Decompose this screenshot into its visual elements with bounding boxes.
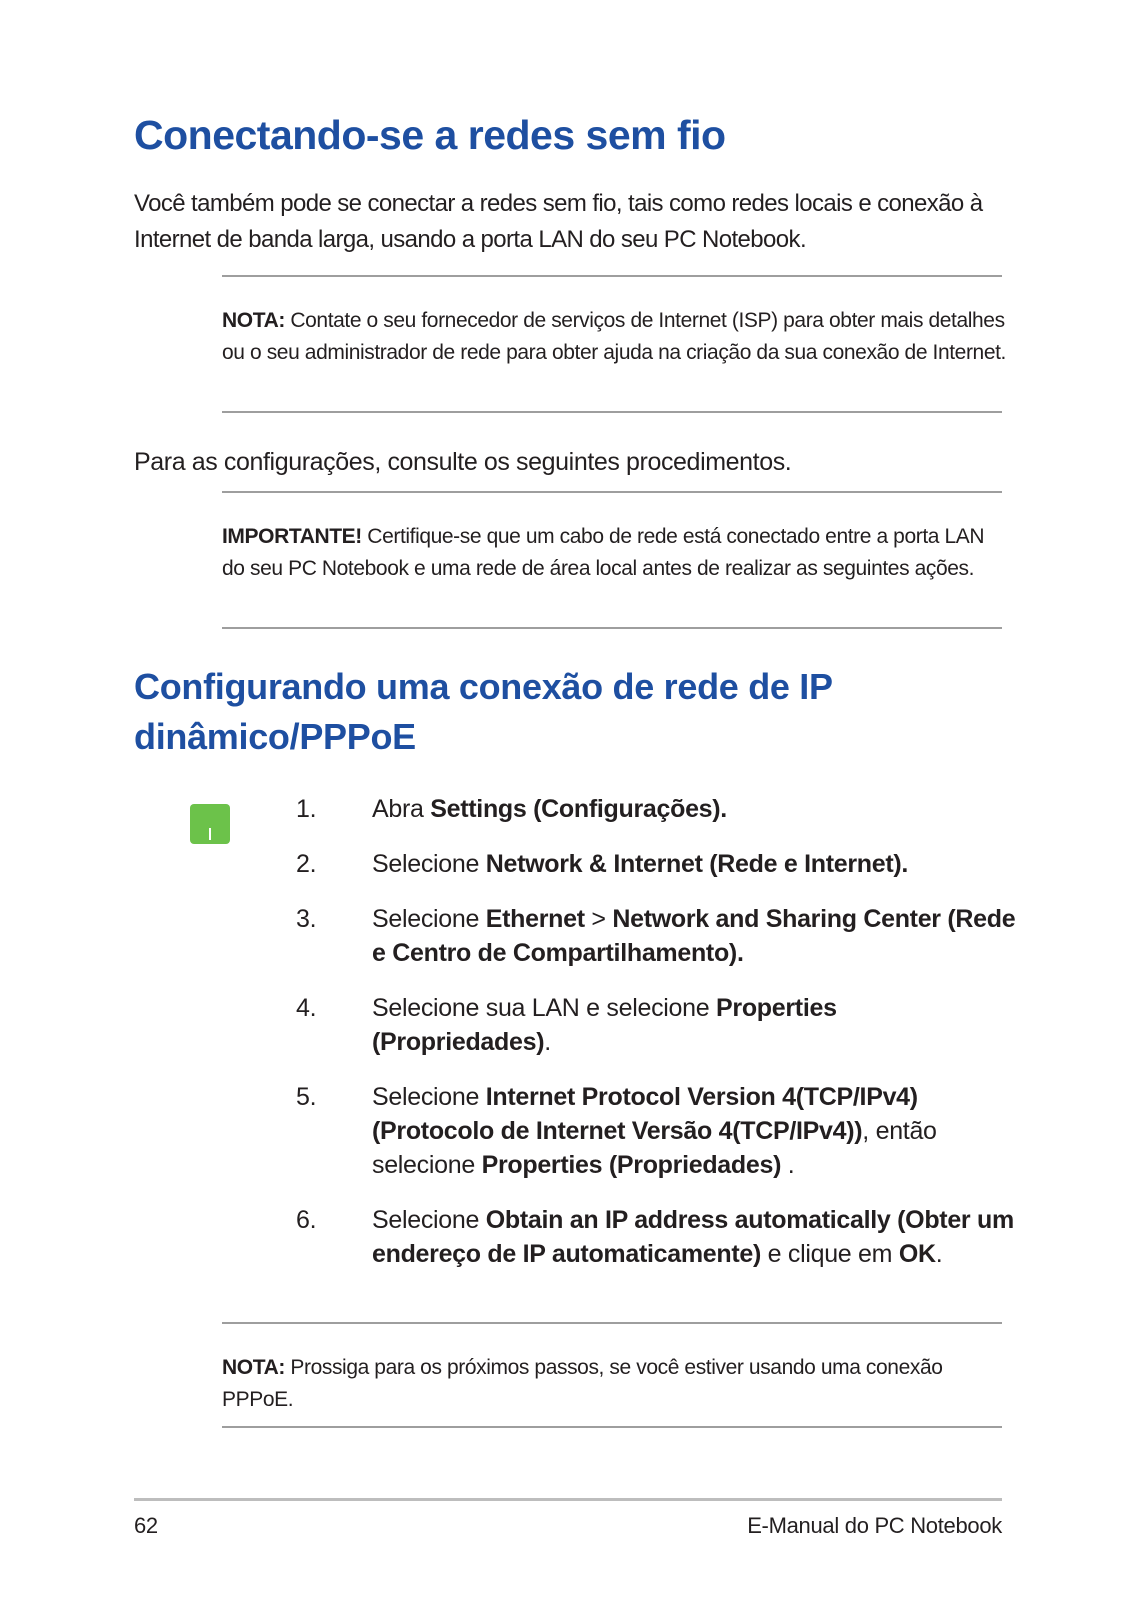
step-text: Selecione [372, 905, 486, 933]
step-text: Selecione [372, 1083, 486, 1111]
important-label: IMPORTANTE! [222, 525, 362, 548]
step-bold-text: OK [898, 1240, 936, 1268]
windows-start-icon [190, 804, 230, 844]
important-top-divider [222, 491, 1002, 493]
step-bold-text: Internet Protocol Version 4(TCP/IPv4) (Protocolo de Internet Versão 4(TCP/IPv4)) [372, 1083, 918, 1145]
step-bold-text: Obtain an IP address automatically (Obter um endereço de IP automaticamente) [372, 1206, 1014, 1268]
step-text: e clique em [760, 1240, 899, 1268]
note-text: Contate o seu fornecedor de serviços de Internet (ISP) para obter mais detalhes ou o seu administrador de rede para obter ajuda na criação da sua conexão de Internet. [222, 309, 1006, 364]
note2-text: Prossiga para os próximos passos, se você estiver usando uma conexão PPPoE. [222, 1356, 943, 1411]
step-4 [296, 991, 1016, 1059]
config-paragraph: Para as configurações, consulte os seguintes procedimentos. [134, 448, 792, 476]
step-number: 3. [296, 905, 317, 933]
page-title: Conectando-se a redes sem fio [134, 112, 726, 158]
step-6 [296, 1203, 1016, 1271]
step-text: . [781, 1151, 795, 1179]
page-number: 62 [134, 1513, 158, 1538]
step-number: 2. [296, 850, 317, 878]
steps-list [296, 792, 1016, 1271]
step-1 [296, 792, 1016, 826]
important-text: Certifique-se que um cabo de rede está conectado entre a porta LAN do seu PC Notebook e uma rede de área local antes de realizar as seguintes ações. [222, 525, 985, 580]
step-3 [296, 902, 1016, 970]
note2-bottom-divider [222, 1426, 1002, 1428]
step-bold-text: Network & Internet (Rede e Internet). [485, 850, 909, 878]
step-text: > [584, 905, 613, 933]
important-bottom-divider [222, 627, 1002, 629]
step-bold-text: Network and Sharing Center (Rede e Centro de Compartilhamento). [372, 905, 1016, 967]
step-number: 5. [296, 1083, 317, 1111]
step-number: 4. [296, 994, 317, 1022]
step-bold-text: Properties (Propriedades) [481, 1151, 782, 1179]
step-text: . [935, 1240, 943, 1268]
note-box [222, 305, 1012, 369]
step-2 [296, 847, 1016, 881]
step-5 [296, 1080, 1016, 1182]
note2-label: NOTA: [222, 1356, 285, 1379]
step-text: Selecione [372, 1206, 486, 1234]
intro-paragraph: Você também pode se conectar a redes sem fio, tais como redes locais e conexão à Internet de banda larga, usando a porta LAN do seu PC Notebook. [134, 190, 983, 253]
note-top-divider [222, 275, 1002, 277]
footer-manual-title: E-Manual do PC Notebook [747, 1513, 1002, 1538]
footer-divider [134, 1498, 1002, 1501]
step-text: Abra [372, 795, 431, 823]
important-box [222, 521, 1012, 585]
step-bold-text: Properties (Propriedades) [372, 994, 837, 1056]
step-bold-text: Ethernet [485, 905, 585, 933]
step-number: 6. [296, 1206, 317, 1234]
step-text: , então selecione [372, 1117, 937, 1179]
note2-box [222, 1352, 1012, 1416]
note2-top-divider [222, 1322, 1002, 1324]
note-bottom-divider [222, 411, 1002, 413]
note-label: NOTA: [222, 309, 285, 332]
step-text: . [544, 1028, 551, 1056]
step-text: Selecione sua LAN e selecione [372, 994, 717, 1022]
section-subtitle: Configurando uma conexão de rede de IP dinâmico/PPPoE [134, 666, 833, 757]
step-text: Selecione [372, 850, 486, 878]
step-number: 1. [296, 795, 317, 823]
step-bold-text: Settings (Configurações). [430, 795, 727, 823]
